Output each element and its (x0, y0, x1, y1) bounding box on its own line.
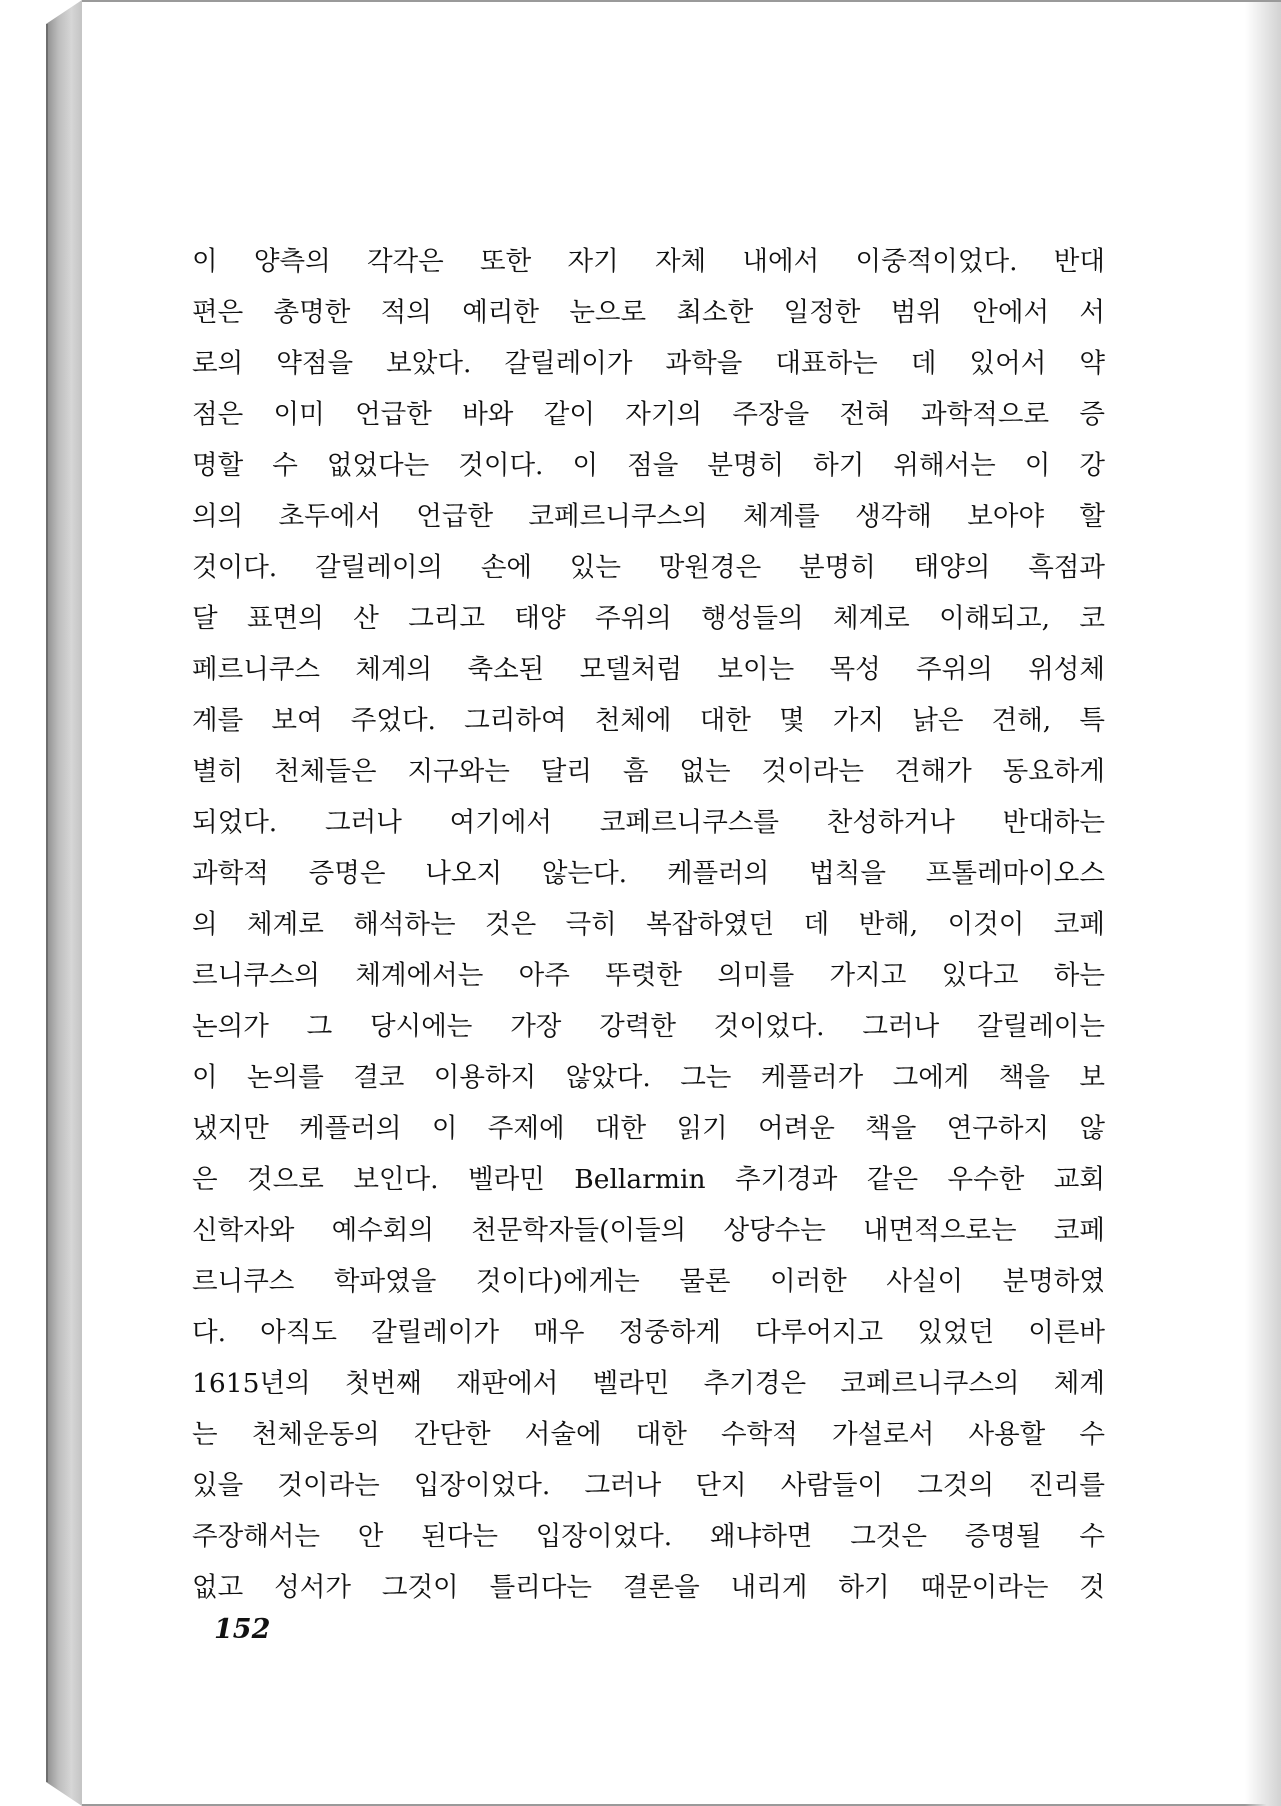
text-line: 없고 성서가 그것이 틀리다는 결론을 내리게 하기 때문이라는 것 (192, 1572, 1105, 1603)
text-line: 로의 약점을 보았다. 갈릴레이가 과학을 대표하는 데 있어서 약 (192, 348, 1105, 379)
text-line: 페르니쿠스 체계의 축소된 모델처럼 보이는 목성 주위의 위성체 (192, 654, 1105, 685)
text-line: 1615년의 첫번째 재판에서 벨라민 추기경은 코페르니쿠스의 체계 (192, 1368, 1105, 1399)
text-line: 의 체계로 해석하는 것은 극히 복잡하였던 데 반해, 이것이 코페 (192, 909, 1105, 940)
text-line: 다. 아직도 갈릴레이가 매우 정중하게 다루어지고 있었던 이른바 (192, 1317, 1105, 1348)
body-text (192, 236, 1105, 1613)
text-line: 의의 초두에서 언급한 코페르니쿠스의 체계를 생각해 보아야 할 (192, 501, 1105, 532)
page-edge-shadow (1245, 2, 1281, 1806)
text-line: 르니쿠스 학파였을 것이다)에게는 물론 이러한 사실이 분명하였 (192, 1266, 1105, 1297)
text-line: 르니쿠스의 체계에서는 아주 뚜렷한 의미를 가지고 있다고 하는 (192, 960, 1105, 991)
text-line: 별히 천체들은 지구와는 달리 흠 없는 것이라는 견해가 동요하게 (192, 756, 1105, 787)
text-line: 달 표면의 산 그리고 태양 주위의 행성들의 체계로 이해되고, 코 (192, 603, 1105, 634)
text-line: 논의가 그 당시에는 가장 강력한 것이었다. 그러나 갈릴레이는 (192, 1011, 1105, 1042)
text-line: 은 것으로 보인다. 벨라민 Bellarmin 추기경과 같은 우수한 교회 (192, 1164, 1105, 1195)
text-line: 편은 총명한 적의 예리한 눈으로 최소한 일정한 범위 안에서 서 (192, 297, 1105, 328)
text-line: 는 천체운동의 간단한 서술에 대한 수학적 가설로서 사용할 수 (192, 1419, 1105, 1450)
text-line: 점은 이미 언급한 바와 같이 자기의 주장을 전혀 과학적으로 증 (192, 399, 1105, 430)
page-number: 152 (214, 1614, 271, 1645)
text-line: 되었다. 그러나 여기에서 코페르니쿠스를 찬성하거나 반대하는 (192, 807, 1105, 838)
text-line: 이 논의를 결코 이용하지 않았다. 그는 케플러가 그에게 책을 보 (192, 1062, 1105, 1093)
text-line: 있을 것이라는 입장이었다. 그러나 단지 사람들이 그것의 진리를 (192, 1470, 1105, 1501)
text-line: 과학적 증명은 나오지 않는다. 케플러의 법칙을 프톨레마이오스 (192, 858, 1105, 889)
spine-edge (46, 24, 48, 1782)
text-line: 이 양측의 각각은 또한 자기 자체 내에서 이중적이었다. 반대 (192, 246, 1105, 277)
book-spine (46, 0, 82, 1806)
text-line: 계를 보여 주었다. 그리하여 천체에 대한 몇 가지 낡은 견해, 특 (192, 705, 1105, 736)
text-line: 신학자와 예수회의 천문학자들(이들의 상당수는 내면적으로는 코페 (192, 1215, 1105, 1246)
text-line: 명할 수 없었다는 것이다. 이 점을 분명히 하기 위해서는 이 강 (192, 450, 1105, 481)
text-line: 냈지만 케플러의 이 주제에 대한 읽기 어려운 책을 연구하지 않 (192, 1113, 1105, 1144)
text-line: 주장해서는 안 된다는 입장이었다. 왜냐하면 그것은 증명될 수 (192, 1521, 1105, 1552)
text-line: 것이다. 갈릴레이의 손에 있는 망원경은 분명히 태양의 흑점과 (192, 552, 1105, 583)
